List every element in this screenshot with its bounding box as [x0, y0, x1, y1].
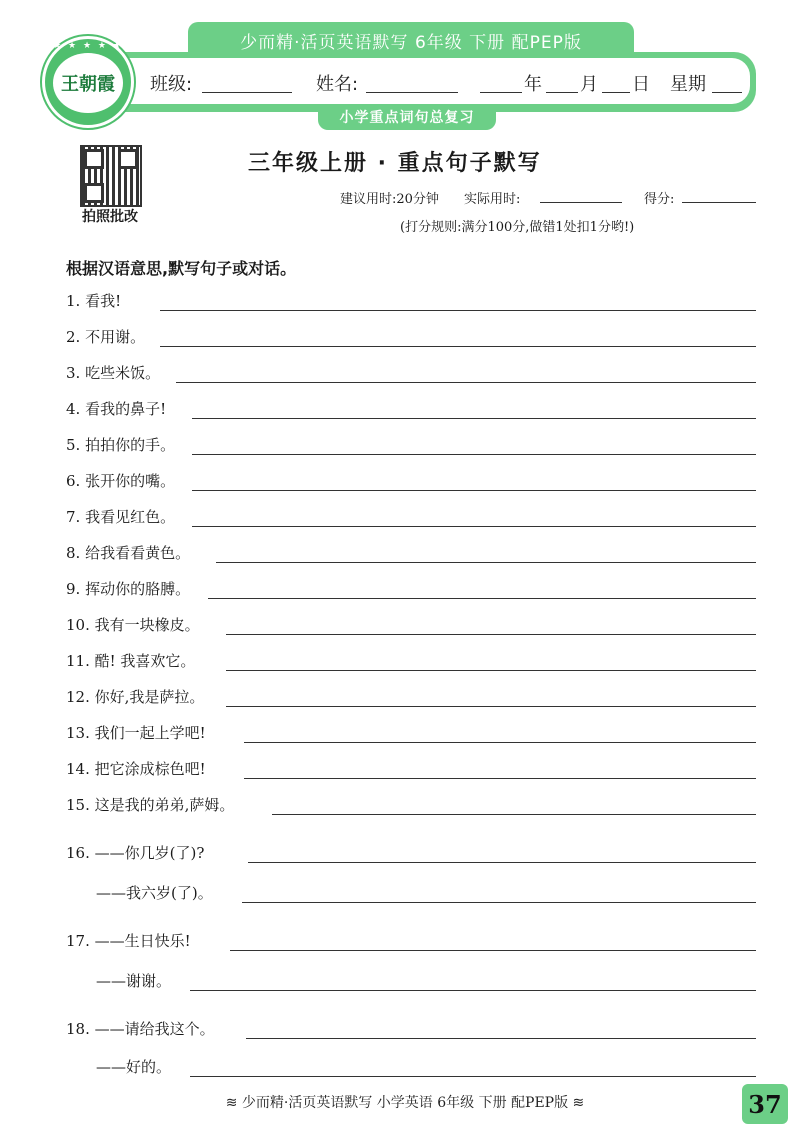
student-info-row	[150, 66, 750, 96]
page-number: 37	[742, 1084, 788, 1124]
section-tab: 小学重点词句总复习	[318, 104, 496, 130]
actual-time-field[interactable]	[540, 202, 622, 203]
answer-line[interactable]	[226, 634, 756, 635]
list-item	[66, 432, 756, 460]
scoring-rule: (打分规则:满分100分,做错1处扣1分哟!)	[400, 220, 635, 235]
item-prompt: 12. 你好,我是萨拉。	[66, 688, 205, 706]
list-item	[66, 360, 756, 388]
dialogue-answer	[96, 968, 756, 996]
dialogue-reply: ——谢谢。	[96, 972, 172, 990]
weekday-field[interactable]	[712, 92, 742, 93]
list-item	[66, 648, 756, 676]
list-item	[66, 720, 756, 748]
page-title: 三年级上册 · 重点句子默写	[248, 151, 542, 176]
item-prompt: 13. 我们一起上学吧!	[66, 724, 206, 742]
item-prompt: 1. 看我!	[66, 292, 122, 310]
name-field[interactable]	[366, 92, 458, 93]
answer-line[interactable]	[272, 814, 756, 815]
list-item	[66, 576, 756, 604]
list-item	[66, 504, 756, 532]
answer-line[interactable]	[246, 1038, 756, 1039]
answer-line[interactable]	[244, 778, 756, 779]
instruction: 根据汉语意思,默写句子或对话。	[66, 259, 297, 278]
name-label: 姓名:	[316, 74, 359, 95]
list-item	[66, 792, 756, 820]
footer-text: ≋ 少而精·活页英语默写 小学英语 6年级 下册 配PEP版 ≋	[225, 1095, 585, 1111]
year-field[interactable]	[480, 92, 522, 93]
item-prompt: 8. 给我看看黄色。	[66, 544, 191, 562]
dialogue-question	[66, 1016, 756, 1044]
answer-line[interactable]	[192, 454, 756, 455]
answer-line[interactable]	[216, 562, 756, 563]
year-label: 年	[524, 74, 542, 95]
brand-logo	[42, 36, 134, 128]
item-prompt: 10. 我有一块橡皮。	[66, 616, 200, 634]
dialogue-reply: ——好的。	[96, 1058, 172, 1076]
dialogue-prompt: 16. ——你几岁(了)?	[66, 844, 205, 862]
class-label: 班级:	[150, 74, 193, 95]
answer-line[interactable]	[192, 490, 756, 491]
list-item	[66, 684, 756, 712]
answer-line[interactable]	[226, 706, 756, 707]
month-label: 月	[580, 74, 598, 95]
answer-line[interactable]	[160, 310, 756, 311]
item-prompt: 9. 挥动你的胳膊。	[66, 580, 191, 598]
list-item	[66, 756, 756, 784]
list-item	[66, 396, 756, 424]
time-score-row	[340, 188, 760, 212]
list-item	[66, 468, 756, 496]
list-item	[66, 288, 756, 316]
actual-time-label: 实际用时:	[464, 192, 521, 207]
month-field[interactable]	[546, 92, 578, 93]
qr-code-icon[interactable]	[80, 145, 142, 207]
item-prompt: 3. 吃些米饭。	[66, 364, 161, 382]
score-field[interactable]	[682, 202, 756, 203]
item-prompt: 15. 这是我的弟弟,萨姆。	[66, 796, 235, 814]
answer-line[interactable]	[208, 598, 756, 599]
series-title: 少而精·活页英语默写 6年级 下册 配PEP版	[188, 22, 634, 58]
answer-line[interactable]	[244, 742, 756, 743]
list-item	[66, 612, 756, 640]
item-prompt: 6. 张开你的嘴。	[66, 472, 176, 490]
class-field[interactable]	[202, 92, 292, 93]
suggested-time: 建议用时:20分钟	[340, 192, 439, 207]
answer-line[interactable]	[192, 526, 756, 527]
list-item	[66, 540, 756, 568]
item-prompt: 11. 酷! 我喜欢它。	[66, 652, 196, 670]
dialogue-answer	[96, 880, 756, 908]
answer-line[interactable]	[226, 670, 756, 671]
item-prompt: 7. 我看见红色。	[66, 508, 176, 526]
item-prompt: 2. 不用谢。	[66, 328, 146, 346]
score-label: 得分:	[644, 192, 675, 207]
weekday-label: 星期	[670, 74, 706, 95]
dialogue-question	[66, 928, 756, 956]
qr-caption: 拍照批改	[82, 209, 138, 225]
dialogue-reply: ——我六岁(了)。	[96, 884, 213, 902]
answer-line[interactable]	[160, 346, 756, 347]
dialogue-prompt: 17. ——生日快乐!	[66, 932, 191, 950]
logo-text: 王朝霞	[53, 53, 123, 113]
logo-stars: ★ ★ ★ ★ ★	[53, 41, 123, 51]
item-prompt: 5. 拍拍你的手。	[66, 436, 176, 454]
answer-line[interactable]	[242, 902, 756, 903]
answer-line[interactable]	[248, 862, 756, 863]
answer-line[interactable]	[176, 382, 756, 383]
dialogue-question	[66, 840, 756, 868]
answer-line[interactable]	[190, 990, 756, 991]
dialogue-prompt: 18. ——请给我这个。	[66, 1020, 215, 1038]
answer-line[interactable]	[190, 1076, 756, 1077]
list-item	[66, 324, 756, 352]
item-prompt: 14. 把它涂成棕色吧!	[66, 760, 206, 778]
day-label: 日	[632, 74, 650, 95]
answer-line[interactable]	[192, 418, 756, 419]
day-field[interactable]	[602, 92, 630, 93]
answer-line[interactable]	[230, 950, 756, 951]
dialogue-answer	[96, 1054, 756, 1082]
item-prompt: 4. 看我的鼻子!	[66, 400, 167, 418]
